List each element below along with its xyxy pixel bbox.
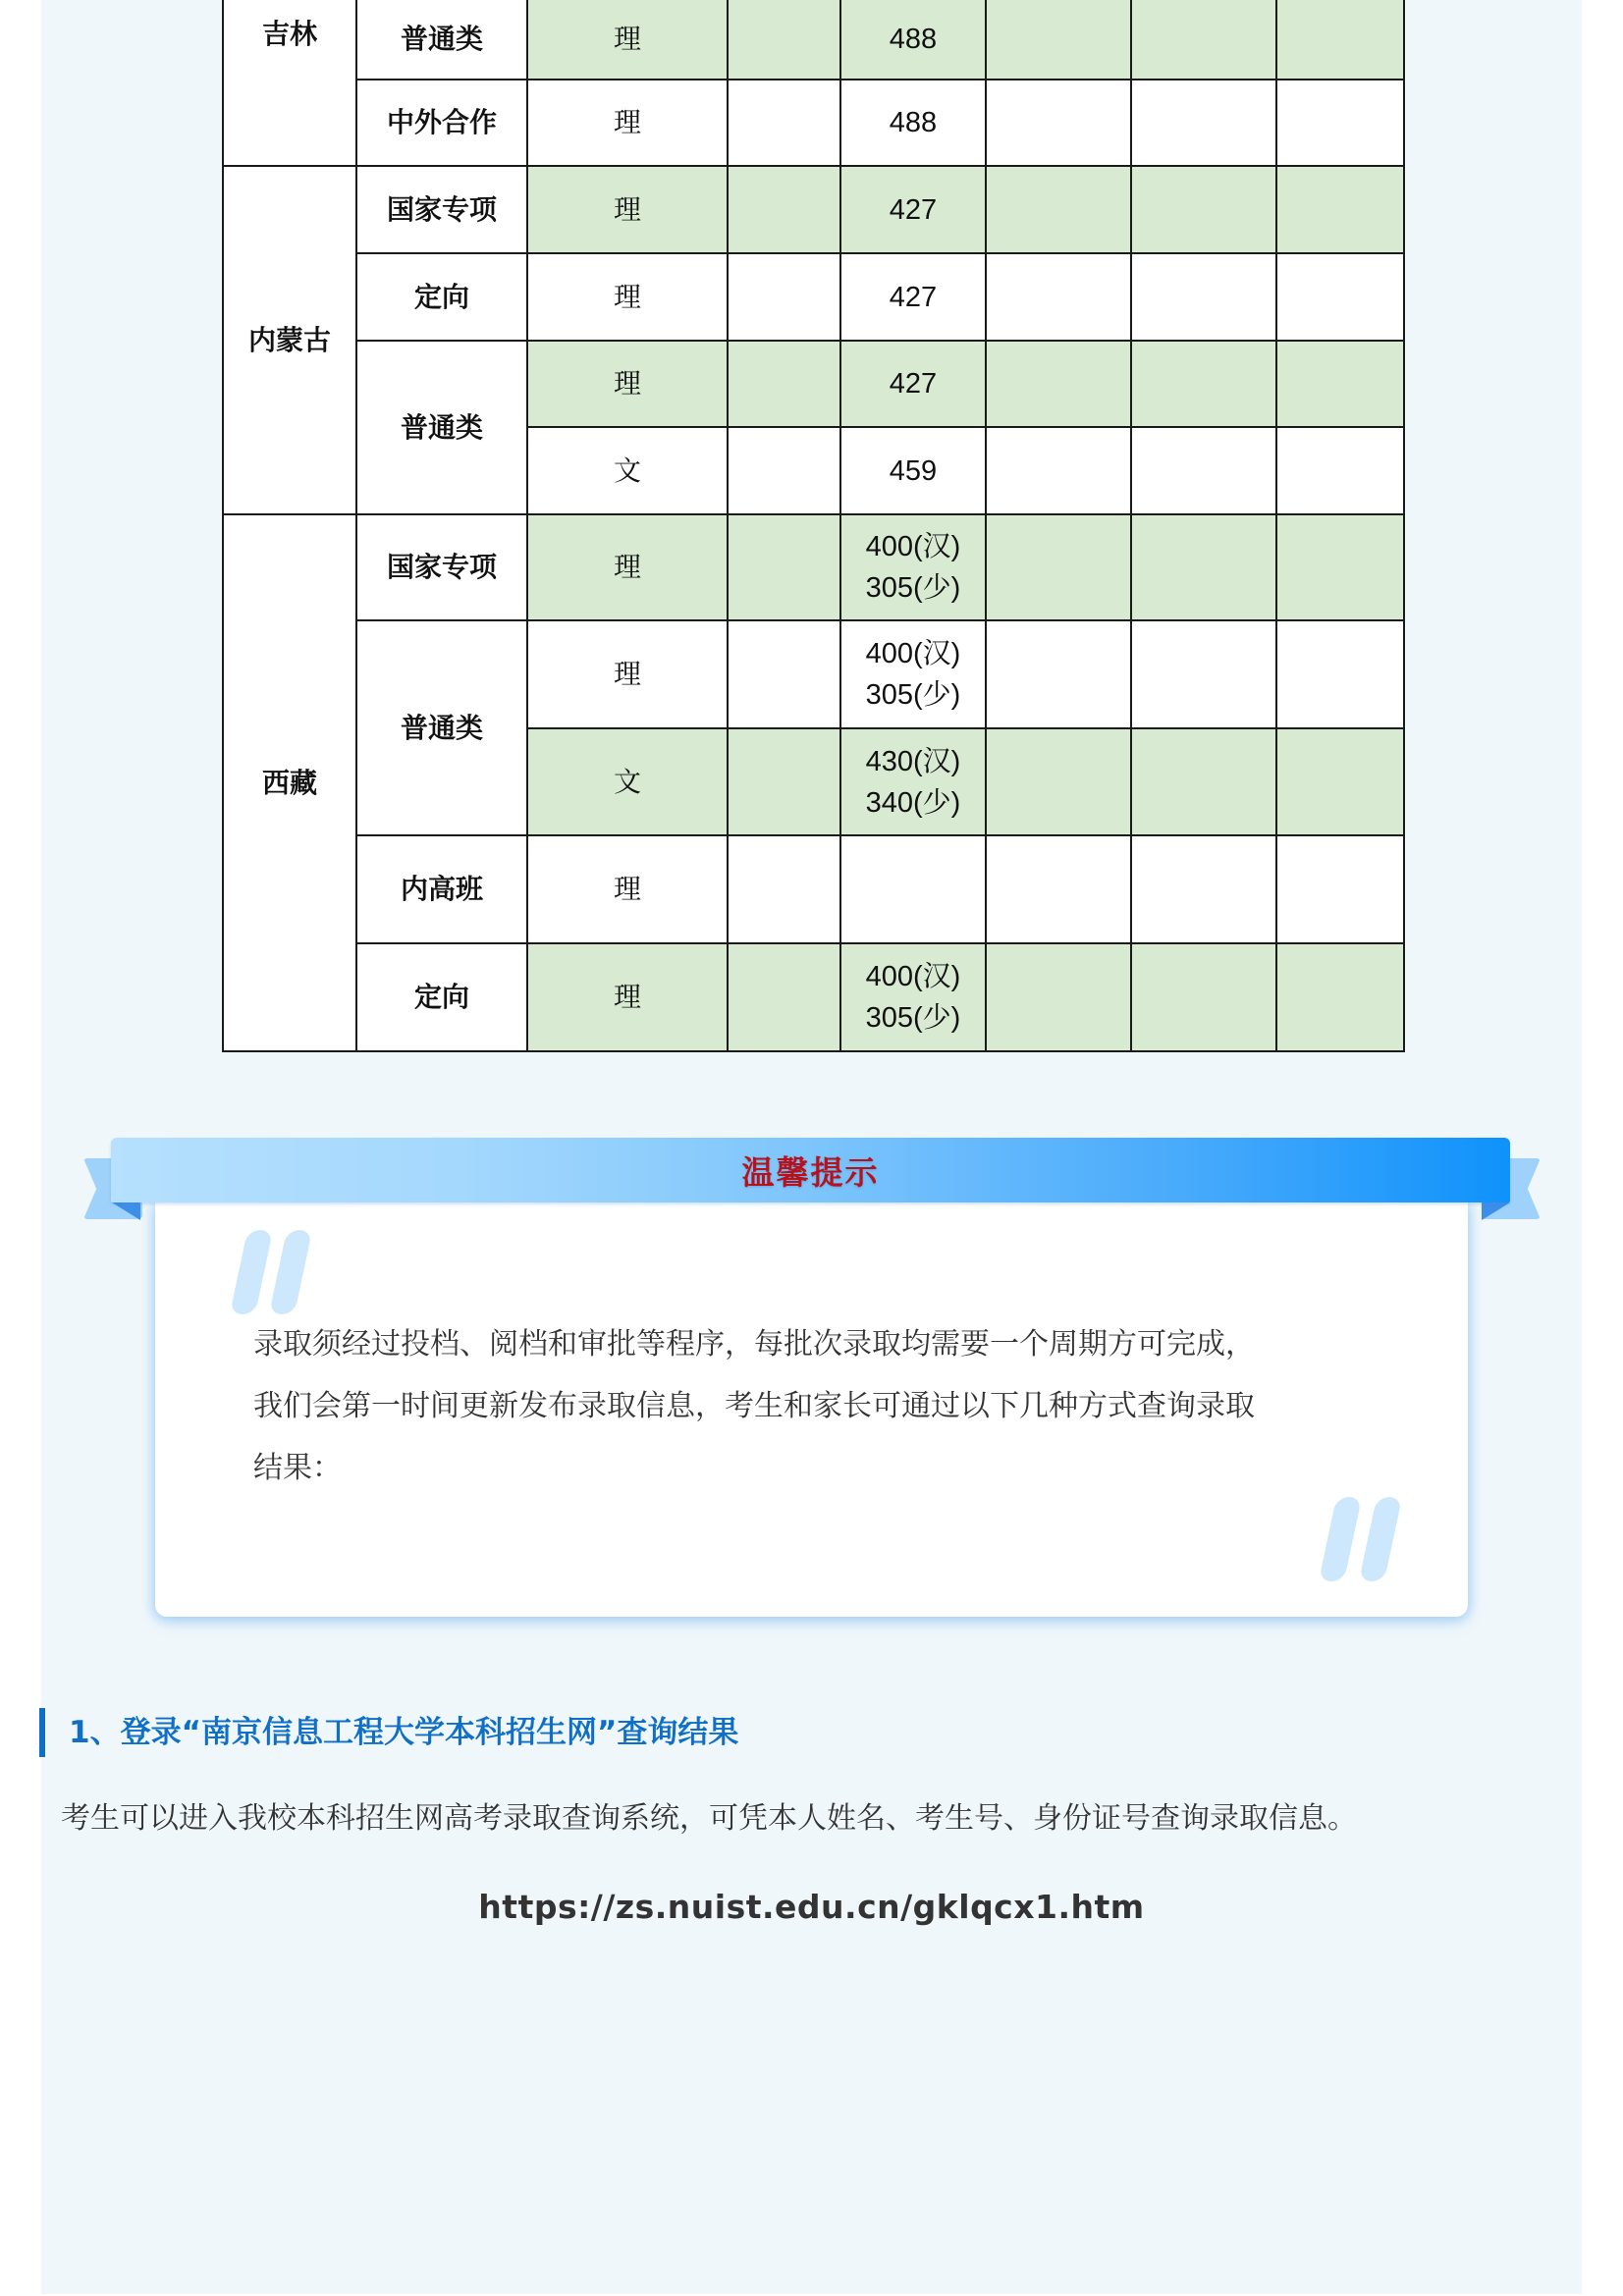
empty-cell xyxy=(1131,620,1276,728)
section-accent-bar xyxy=(39,1708,45,1757)
empty-cell xyxy=(986,0,1131,80)
empty-cell xyxy=(1276,835,1404,943)
subject-cell: 理 xyxy=(527,253,728,341)
empty-cell xyxy=(986,728,1131,835)
score-cell: 427 xyxy=(840,341,986,427)
empty-cell xyxy=(728,80,840,166)
subject-cell: 理 xyxy=(527,80,728,166)
table-row xyxy=(223,80,1404,166)
subject-cell: 理 xyxy=(527,514,728,620)
empty-cell xyxy=(986,514,1131,620)
type-cell: 普通类 xyxy=(356,620,527,835)
subject-cell: 文 xyxy=(527,427,728,514)
score-cell: 459 xyxy=(840,427,986,514)
empty-cell xyxy=(1131,514,1276,620)
empty-cell xyxy=(986,166,1131,253)
subject-cell: 理 xyxy=(527,166,728,253)
section-title: 1、登录“南京信息工程大学本科招生网”查询结果 xyxy=(69,1715,739,1750)
score-minority: 305(少) xyxy=(865,1002,961,1034)
hint-title: 温馨提示 xyxy=(741,1152,880,1192)
empty-cell xyxy=(1131,943,1276,1051)
score-minority: 305(少) xyxy=(865,572,961,604)
empty-cell xyxy=(986,80,1131,166)
section-body: 考生可以进入我校本科招生网高考录取查询系统，可凭本人姓名、考生号、身份证号查询录取信息。 xyxy=(61,1801,1357,1836)
table-row xyxy=(223,943,1404,1051)
empty-cell xyxy=(986,427,1131,514)
empty-cell xyxy=(1276,341,1404,427)
score-cell xyxy=(840,943,986,1051)
score-han: 400(汉) xyxy=(865,638,961,669)
score-cell: 427 xyxy=(840,253,986,341)
empty-cell xyxy=(728,427,840,514)
score-cell: 488 xyxy=(840,0,986,80)
admission-score-table xyxy=(222,0,1405,1052)
empty-cell xyxy=(728,620,840,728)
empty-cell xyxy=(1131,835,1276,943)
empty-cell xyxy=(1131,427,1276,514)
subject-cell: 理 xyxy=(527,943,728,1051)
score-cell xyxy=(840,835,986,943)
empty-cell xyxy=(728,253,840,341)
empty-cell xyxy=(728,341,840,427)
type-cell: 普通类 xyxy=(356,0,527,80)
table-row xyxy=(223,0,1404,80)
empty-cell xyxy=(1131,728,1276,835)
empty-cell xyxy=(1276,80,1404,166)
empty-cell xyxy=(1276,253,1404,341)
score-han: 400(汉) xyxy=(865,531,961,562)
hint-body xyxy=(253,1313,1392,1499)
empty-cell xyxy=(1276,728,1404,835)
table-row xyxy=(223,341,1404,427)
table-row xyxy=(223,620,1404,728)
province-cell: 西藏 xyxy=(223,514,356,1051)
score-han: 400(汉) xyxy=(865,961,961,992)
score-cell: 488 xyxy=(840,80,986,166)
type-cell: 中外合作 xyxy=(356,80,527,166)
empty-cell xyxy=(986,341,1131,427)
hint-line: 我们会第一时间更新发布录取信息，考生和家长可通过以下几种方式查询录取 xyxy=(253,1389,1255,1423)
type-cell: 内高班 xyxy=(356,835,527,943)
empty-cell xyxy=(1131,253,1276,341)
type-cell: 普通类 xyxy=(356,341,527,514)
province-cell: 吉林 xyxy=(223,0,356,166)
score-minority: 305(少) xyxy=(865,679,961,711)
empty-cell xyxy=(986,943,1131,1051)
empty-cell xyxy=(1276,427,1404,514)
subject-cell: 理 xyxy=(527,0,728,80)
empty-cell xyxy=(1276,0,1404,80)
empty-cell xyxy=(728,0,840,80)
subject-cell: 理 xyxy=(527,620,728,728)
empty-cell xyxy=(1276,620,1404,728)
score-cell xyxy=(840,728,986,835)
score-cell xyxy=(840,514,986,620)
table-row xyxy=(223,166,1404,253)
table-row xyxy=(223,514,1404,620)
subject-cell: 理 xyxy=(527,341,728,427)
empty-cell xyxy=(986,253,1131,341)
empty-cell xyxy=(728,835,840,943)
empty-cell xyxy=(1276,514,1404,620)
empty-cell xyxy=(1276,943,1404,1051)
hint-banner xyxy=(111,1138,1510,1202)
query-url-link[interactable]: https://zs.nuist.edu.cn/gklqcx1.htm xyxy=(478,1888,1145,1926)
score-cell: 427 xyxy=(840,166,986,253)
empty-cell xyxy=(1131,166,1276,253)
type-cell: 定向 xyxy=(356,943,527,1051)
type-cell: 国家专项 xyxy=(356,166,527,253)
empty-cell xyxy=(1131,0,1276,80)
province-cell: 内蒙古 xyxy=(223,166,356,514)
empty-cell xyxy=(986,835,1131,943)
empty-cell xyxy=(1131,80,1276,166)
type-cell: 国家专项 xyxy=(356,514,527,620)
hint-line: 结果： xyxy=(253,1451,342,1485)
table-row xyxy=(223,253,1404,341)
empty-cell xyxy=(986,620,1131,728)
subject-cell: 理 xyxy=(527,835,728,943)
score-minority: 340(少) xyxy=(865,786,961,819)
empty-cell xyxy=(728,728,840,835)
subject-cell: 文 xyxy=(527,728,728,835)
score-han: 430(汉) xyxy=(865,745,961,777)
type-cell: 定向 xyxy=(356,253,527,341)
empty-cell xyxy=(728,943,840,1051)
score-cell xyxy=(840,620,986,728)
table-row xyxy=(223,835,1404,943)
empty-cell xyxy=(1131,341,1276,427)
empty-cell xyxy=(728,166,840,253)
empty-cell xyxy=(728,514,840,620)
empty-cell xyxy=(1276,166,1404,253)
hint-line: 录取须经过投档、阅档和审批等程序，每批次录取均需要一个周期方可完成， xyxy=(253,1327,1255,1362)
